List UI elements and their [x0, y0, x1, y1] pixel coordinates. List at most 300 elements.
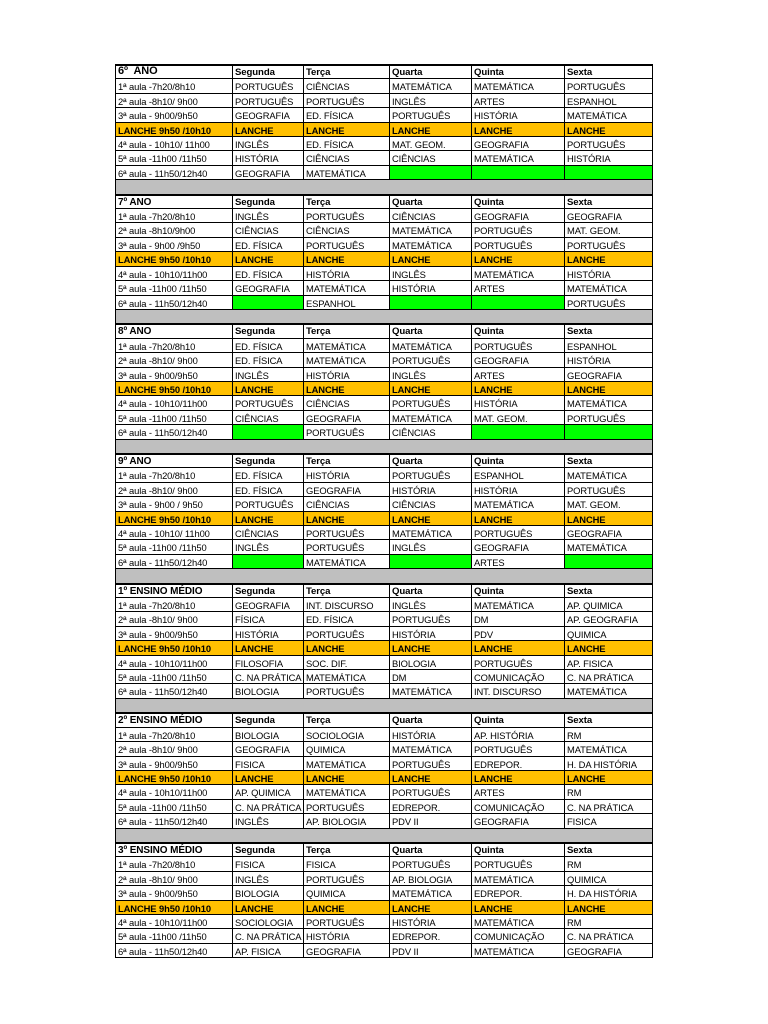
subject-cell: AP. FISICA: [565, 656, 653, 670]
day-header: Segunda: [233, 454, 304, 468]
subject-cell: INGLÊS: [233, 368, 304, 382]
day-header: Quarta: [390, 843, 472, 857]
subject-cell: INGLÊS: [233, 814, 304, 828]
subject-cell: PORTUGUÊS: [390, 757, 472, 771]
period-time-label: 4ª aula - 10h10/ 11h00: [116, 137, 233, 151]
subject-cell: PORTUGUÊS: [390, 396, 472, 410]
period-time-label: 3ª aula - 9h00/9h50: [116, 108, 233, 122]
section-separator: [116, 180, 653, 194]
subject-cell: PORTUGUÊS: [390, 353, 472, 367]
day-header: Terça: [304, 713, 390, 727]
free-period-cell: [472, 425, 565, 439]
period-time-label: 5ª aula -11h00 /11h50: [116, 411, 233, 425]
subject-cell: HISTÓRIA: [565, 267, 653, 281]
lanche-cell: LANCHE: [390, 123, 472, 137]
subject-cell: HISTÓRIA: [472, 483, 565, 497]
subject-cell: HISTÓRIA: [565, 151, 653, 165]
period-time-label: 6ª aula - 11h50/12h40: [116, 166, 233, 180]
subject-cell: HISTÓRIA: [304, 368, 390, 382]
lanche-cell: LANCHE: [233, 252, 304, 266]
subject-cell: PORTUGUÊS: [472, 857, 565, 871]
day-header: Segunda: [233, 195, 304, 209]
subject-cell: PDV: [472, 627, 565, 641]
subject-cell: PORTUGUÊS: [304, 526, 390, 540]
subject-cell: MATEMÁTICA: [304, 166, 390, 180]
day-header: Quinta: [472, 195, 565, 209]
subject-cell: HISTÓRIA: [472, 396, 565, 410]
lanche-cell: LANCHE: [565, 252, 653, 266]
subject-cell: QUIMICA: [565, 872, 653, 886]
subject-cell: HISTÓRIA: [565, 353, 653, 367]
day-header: Quinta: [472, 843, 565, 857]
lanche-cell: LANCHE: [390, 512, 472, 526]
period-time-label: 4ª aula - 10h10/11h00: [116, 396, 233, 410]
day-header: Terça: [304, 843, 390, 857]
free-period-cell: [565, 555, 653, 569]
subject-cell: ED. FÍSICA: [233, 483, 304, 497]
subject-cell: CIÊNCIAS: [390, 497, 472, 511]
subject-cell: PORTUGUÊS: [472, 223, 565, 237]
subject-cell: CIÊNCIAS: [304, 79, 390, 93]
subject-cell: PORTUGUÊS: [233, 497, 304, 511]
section-separator: [116, 440, 653, 454]
section-separator: [116, 699, 653, 713]
subject-cell: CIÊNCIAS: [233, 223, 304, 237]
subject-cell: PORTUGUÊS: [390, 468, 472, 482]
subject-cell: ARTES: [472, 281, 565, 295]
lanche-time-label: LANCHE 9h50 /10h10: [116, 123, 233, 137]
period-time-label: 2ª aula -8h10/ 9h00: [116, 612, 233, 626]
period-time-label: 1ª aula -7h20/8h10: [116, 79, 233, 93]
period-time-label: 6ª aula - 11h50/12h40: [116, 425, 233, 439]
subject-cell: EDREPOR.: [390, 800, 472, 814]
day-header: Terça: [304, 65, 390, 79]
subject-cell: MAT. GEOM.: [472, 411, 565, 425]
subject-cell: MATEMÁTICA: [472, 151, 565, 165]
subject-cell: GEOGRAFIA: [472, 540, 565, 554]
subject-cell: FÍSICA: [233, 612, 304, 626]
day-header: Terça: [304, 324, 390, 338]
lanche-time-label: LANCHE 9h50 /10h10: [116, 901, 233, 915]
day-header: Quarta: [390, 713, 472, 727]
period-time-label: 6ª aula - 11h50/12h40: [116, 296, 233, 310]
subject-cell: MATEMÁTICA: [390, 742, 472, 756]
subject-cell: HISTÓRIA: [390, 728, 472, 742]
free-period-cell: [233, 296, 304, 310]
subject-cell: BIOLOGIA: [233, 684, 304, 698]
period-time-label: 2ª aula -8h10/ 9h00: [116, 742, 233, 756]
subject-cell: GEOGRAFIA: [233, 281, 304, 295]
subject-cell: PORTUGUÊS: [472, 656, 565, 670]
subject-cell: INGLÊS: [390, 598, 472, 612]
subject-cell: INGLÊS: [390, 94, 472, 108]
subject-cell: EDREPOR.: [472, 757, 565, 771]
subject-cell: MATEMÁTICA: [304, 339, 390, 353]
subject-cell: MATEMÁTICA: [304, 555, 390, 569]
subject-cell: FISICA: [565, 814, 653, 828]
subject-cell: GEOGRAFIA: [472, 814, 565, 828]
lanche-time-label: LANCHE 9h50 /10h10: [116, 252, 233, 266]
lanche-cell: LANCHE: [565, 901, 653, 915]
period-time-label: 1ª aula -7h20/8h10: [116, 728, 233, 742]
section-title: 8º ANO: [116, 324, 233, 338]
subject-cell: HISTÓRIA: [233, 627, 304, 641]
lanche-cell: LANCHE: [472, 512, 565, 526]
lanche-cell: LANCHE: [304, 252, 390, 266]
subject-cell: MATEMÁTICA: [390, 79, 472, 93]
subject-cell: MATEMÁTICA: [565, 396, 653, 410]
lanche-cell: LANCHE: [304, 382, 390, 396]
lanche-cell: LANCHE: [565, 123, 653, 137]
subject-cell: PORTUGUÊS: [565, 238, 653, 252]
subject-cell: GEOGRAFIA: [233, 598, 304, 612]
period-time-label: 5ª aula -11h00 /11h50: [116, 670, 233, 684]
section-title: 2º ENSINO MÉDIO: [116, 713, 233, 727]
section-title: 9º ANO: [116, 454, 233, 468]
subject-cell: PDV II: [390, 944, 472, 958]
subject-cell: SOC. DIF.: [304, 656, 390, 670]
subject-cell: INGLÊS: [233, 209, 304, 223]
day-header: Terça: [304, 584, 390, 598]
subject-cell: MATEMÁTICA: [390, 886, 472, 900]
subject-cell: PORTUGUÊS: [565, 137, 653, 151]
subject-cell: MATEMÁTICA: [565, 742, 653, 756]
subject-cell: PORTUGUÊS: [472, 742, 565, 756]
period-time-label: 2ª aula -8h10/ 9h00: [116, 872, 233, 886]
schedule-table: [115, 64, 653, 958]
subject-cell: PORTUGUÊS: [390, 785, 472, 799]
subject-cell: GEOGRAFIA: [304, 411, 390, 425]
subject-cell: MATEMÁTICA: [472, 598, 565, 612]
subject-cell: MATEMÁTICA: [565, 684, 653, 698]
subject-cell: CIÊNCIAS: [390, 209, 472, 223]
section-title: 1º ENSINO MÉDIO: [116, 584, 233, 598]
subject-cell: MATEMÁTICA: [390, 526, 472, 540]
subject-cell: H. DA HISTÓRIA: [565, 757, 653, 771]
day-header: Segunda: [233, 324, 304, 338]
subject-cell: ED. FÍSICA: [233, 339, 304, 353]
lanche-cell: LANCHE: [472, 641, 565, 655]
subject-cell: PORTUGUÊS: [390, 612, 472, 626]
lanche-cell: LANCHE: [472, 123, 565, 137]
period-time-label: 3ª aula - 9h00 / 9h50: [116, 497, 233, 511]
lanche-cell: LANCHE: [233, 771, 304, 785]
free-period-cell: [472, 296, 565, 310]
free-period-cell: [390, 166, 472, 180]
subject-cell: MATEMÁTICA: [472, 944, 565, 958]
lanche-time-label: LANCHE 9h50 /10h10: [116, 771, 233, 785]
lanche-cell: LANCHE: [565, 641, 653, 655]
day-header: Sexta: [565, 584, 653, 598]
period-time-label: 6ª aula - 11h50/12h40: [116, 814, 233, 828]
day-header: Sexta: [565, 324, 653, 338]
subject-cell: COMUNICAÇÃO: [472, 800, 565, 814]
subject-cell: ARTES: [472, 555, 565, 569]
subject-cell: PORTUGUÊS: [304, 684, 390, 698]
period-time-label: 4ª aula - 10h10/11h00: [116, 785, 233, 799]
subject-cell: ARTES: [472, 368, 565, 382]
subject-cell: MATEMÁTICA: [565, 281, 653, 295]
lanche-cell: LANCHE: [233, 382, 304, 396]
subject-cell: DM: [472, 612, 565, 626]
lanche-cell: LANCHE: [390, 252, 472, 266]
subject-cell: INGLÊS: [233, 872, 304, 886]
subject-cell: PORTUGUÊS: [304, 872, 390, 886]
period-time-label: 1ª aula -7h20/8h10: [116, 598, 233, 612]
subject-cell: C. NA PRÁTICA: [565, 800, 653, 814]
subject-cell: AP. FISICA: [233, 944, 304, 958]
subject-cell: CIÊNCIAS: [233, 411, 304, 425]
lanche-time-label: LANCHE 9h50 /10h10: [116, 641, 233, 655]
day-header: Quarta: [390, 454, 472, 468]
free-period-cell: [565, 166, 653, 180]
subject-cell: C. NA PRÁTICA: [565, 929, 653, 943]
subject-cell: AP. HISTÓRIA: [472, 728, 565, 742]
subject-cell: HISTÓRIA: [390, 915, 472, 929]
subject-cell: MATEMÁTICA: [304, 785, 390, 799]
period-time-label: 1ª aula -7h20/8h10: [116, 468, 233, 482]
subject-cell: C. NA PRÁTICA: [565, 670, 653, 684]
subject-cell: PORTUGUÊS: [304, 627, 390, 641]
subject-cell: CIÊNCIAS: [233, 526, 304, 540]
subject-cell: ED. FÍSICA: [233, 238, 304, 252]
subject-cell: PORTUGUÊS: [304, 540, 390, 554]
subject-cell: AP. QUIMICA: [233, 785, 304, 799]
subject-cell: PORTUGUÊS: [233, 396, 304, 410]
day-header: Segunda: [233, 584, 304, 598]
period-time-label: 1ª aula -7h20/8h10: [116, 857, 233, 871]
period-time-label: 6ª aula - 11h50/12h40: [116, 555, 233, 569]
subject-cell: MATEMÁTICA: [565, 540, 653, 554]
subject-cell: PORTUGUÊS: [304, 800, 390, 814]
subject-cell: INGLÊS: [233, 137, 304, 151]
subject-cell: FILOSOFIA: [233, 656, 304, 670]
period-time-label: 1ª aula -7h20/8h10: [116, 339, 233, 353]
day-header: Quinta: [472, 713, 565, 727]
subject-cell: CIÊNCIAS: [390, 151, 472, 165]
period-time-label: 3ª aula - 9h00/9h50: [116, 368, 233, 382]
subject-cell: PORTUGUÊS: [472, 339, 565, 353]
subject-cell: INT. DISCURSO: [472, 684, 565, 698]
section-title: 3º ENSINO MÉDIO: [116, 843, 233, 857]
subject-cell: SOCIOLOGIA: [304, 728, 390, 742]
subject-cell: CIÊNCIAS: [304, 151, 390, 165]
subject-cell: MATEMÁTICA: [565, 468, 653, 482]
period-time-label: 5ª aula -11h00 /11h50: [116, 929, 233, 943]
section-separator: [116, 569, 653, 583]
period-time-label: 4ª aula - 10h10/11h00: [116, 915, 233, 929]
subject-cell: H. DA HISTÓRIA: [565, 886, 653, 900]
subject-cell: PORTUGUÊS: [233, 94, 304, 108]
lanche-cell: LANCHE: [304, 123, 390, 137]
subject-cell: PORTUGUÊS: [565, 483, 653, 497]
lanche-time-label: LANCHE 9h50 /10h10: [116, 382, 233, 396]
lanche-cell: LANCHE: [304, 512, 390, 526]
subject-cell: ARTES: [472, 94, 565, 108]
day-header: Terça: [304, 195, 390, 209]
subject-cell: MATEMÁTICA: [390, 684, 472, 698]
subject-cell: EDREPOR.: [472, 886, 565, 900]
free-period-cell: [390, 296, 472, 310]
subject-cell: DM: [390, 670, 472, 684]
period-time-label: 3ª aula - 9h00/9h50: [116, 886, 233, 900]
subject-cell: RM: [565, 785, 653, 799]
subject-cell: ED. FÍSICA: [304, 137, 390, 151]
day-header: Quinta: [472, 324, 565, 338]
subject-cell: PORTUGUÊS: [304, 209, 390, 223]
period-time-label: 1ª aula -7h20/8h10: [116, 209, 233, 223]
subject-cell: MATEMÁTICA: [472, 872, 565, 886]
lanche-cell: LANCHE: [233, 641, 304, 655]
lanche-cell: LANCHE: [472, 771, 565, 785]
day-header: Quarta: [390, 65, 472, 79]
subject-cell: PORTUGUÊS: [304, 425, 390, 439]
period-time-label: 5ª aula -11h00 /11h50: [116, 800, 233, 814]
subject-cell: PORTUGUÊS: [565, 79, 653, 93]
subject-cell: GEOGRAFIA: [472, 353, 565, 367]
day-header: Quinta: [472, 584, 565, 598]
lanche-cell: LANCHE: [390, 382, 472, 396]
day-header: Quarta: [390, 195, 472, 209]
subject-cell: HISTÓRIA: [304, 267, 390, 281]
day-header: Quinta: [472, 454, 565, 468]
subject-cell: C. NA PRÁTICA: [233, 929, 304, 943]
lanche-cell: LANCHE: [304, 641, 390, 655]
subject-cell: PORTUGUÊS: [472, 238, 565, 252]
subject-cell: MAT. GEOM.: [390, 137, 472, 151]
free-period-cell: [390, 555, 472, 569]
period-time-label: 6ª aula - 11h50/12h40: [116, 684, 233, 698]
subject-cell: GEOGRAFIA: [565, 368, 653, 382]
period-time-label: 4ª aula - 10h10/ 11h00: [116, 526, 233, 540]
subject-cell: INGLÊS: [390, 368, 472, 382]
subject-cell: MATEMÁTICA: [472, 497, 565, 511]
subject-cell: PORTUGUÊS: [390, 108, 472, 122]
subject-cell: MATEMÁTICA: [565, 108, 653, 122]
period-time-label: 4ª aula - 10h10/11h00: [116, 267, 233, 281]
subject-cell: ESPANHOL: [472, 468, 565, 482]
subject-cell: ED. FÍSICA: [304, 108, 390, 122]
subject-cell: SOCIOLOGIA: [233, 915, 304, 929]
subject-cell: COMUNICAÇÃO: [472, 670, 565, 684]
day-header: Quarta: [390, 584, 472, 598]
period-time-label: 5ª aula -11h00 /11h50: [116, 540, 233, 554]
free-period-cell: [565, 425, 653, 439]
subject-cell: BIOLOGIA: [233, 886, 304, 900]
period-time-label: 2ª aula -8h10/9h00: [116, 223, 233, 237]
subject-cell: MATEMÁTICA: [390, 411, 472, 425]
lanche-cell: LANCHE: [472, 252, 565, 266]
subject-cell: MATEMÁTICA: [304, 281, 390, 295]
subject-cell: BIOLOGIA: [390, 656, 472, 670]
subject-cell: MAT. GEOM.: [565, 497, 653, 511]
period-time-label: 4ª aula - 10h10/11h00: [116, 656, 233, 670]
subject-cell: PORTUGUÊS: [565, 296, 653, 310]
subject-cell: MAT. GEOM.: [565, 223, 653, 237]
subject-cell: C. NA PRÁTICA: [233, 800, 304, 814]
subject-cell: CIÊNCIAS: [304, 497, 390, 511]
day-header: Sexta: [565, 713, 653, 727]
subject-cell: AP. BIOLOGIA: [304, 814, 390, 828]
subject-cell: MATEMÁTICA: [304, 670, 390, 684]
subject-cell: CIÊNCIAS: [304, 396, 390, 410]
period-time-label: 3ª aula - 9h00/9h50: [116, 627, 233, 641]
subject-cell: MATEMÁTICA: [472, 915, 565, 929]
subject-cell: ESPANHOL: [565, 94, 653, 108]
day-header: Segunda: [233, 843, 304, 857]
subject-cell: MATEMÁTICA: [390, 223, 472, 237]
subject-cell: GEOGRAFIA: [233, 166, 304, 180]
subject-cell: RM: [565, 728, 653, 742]
day-header: Quinta: [472, 65, 565, 79]
subject-cell: PORTUGUÊS: [304, 238, 390, 252]
subject-cell: PORTUGUÊS: [565, 411, 653, 425]
lanche-cell: LANCHE: [472, 382, 565, 396]
subject-cell: HISTÓRIA: [390, 627, 472, 641]
subject-cell: INT. DISCURSO: [304, 598, 390, 612]
subject-cell: HISTÓRIA: [233, 151, 304, 165]
subject-cell: BIOLOGIA: [233, 728, 304, 742]
subject-cell: AP. QUIMICA: [565, 598, 653, 612]
subject-cell: PORTUGUÊS: [472, 526, 565, 540]
lanche-cell: LANCHE: [565, 771, 653, 785]
lanche-cell: LANCHE: [233, 901, 304, 915]
free-period-cell: [233, 555, 304, 569]
subject-cell: INGLÊS: [390, 267, 472, 281]
lanche-cell: LANCHE: [304, 771, 390, 785]
subject-cell: C. NA PRÁTICA: [233, 670, 304, 684]
day-header: Terça: [304, 454, 390, 468]
day-header: Segunda: [233, 65, 304, 79]
subject-cell: AP. GEOGRAFIA: [565, 612, 653, 626]
subject-cell: QUIMICA: [304, 742, 390, 756]
lanche-cell: LANCHE: [565, 382, 653, 396]
period-time-label: 6ª aula - 11h50/12h40: [116, 944, 233, 958]
subject-cell: INGLÊS: [233, 540, 304, 554]
day-header: Sexta: [565, 843, 653, 857]
subject-cell: ESPANHOL: [565, 339, 653, 353]
subject-cell: HISTÓRIA: [390, 483, 472, 497]
lanche-cell: LANCHE: [390, 901, 472, 915]
lanche-cell: LANCHE: [565, 512, 653, 526]
subject-cell: HISTÓRIA: [304, 468, 390, 482]
lanche-cell: LANCHE: [390, 771, 472, 785]
subject-cell: MATEMÁTICA: [304, 353, 390, 367]
subject-cell: MATEMÁTICA: [304, 757, 390, 771]
subject-cell: GEOGRAFIA: [565, 944, 653, 958]
period-time-label: 2ª aula -8h10/ 9h00: [116, 483, 233, 497]
subject-cell: ARTES: [472, 785, 565, 799]
subject-cell: PORTUGUÊS: [304, 915, 390, 929]
subject-cell: COMUNICAÇÃO: [472, 929, 565, 943]
period-time-label: 5ª aula -11h00 /11h50: [116, 281, 233, 295]
subject-cell: CIÊNCIAS: [390, 425, 472, 439]
subject-cell: RM: [565, 857, 653, 871]
period-time-label: 2ª aula -8h10/ 9h00: [116, 353, 233, 367]
subject-cell: GEOGRAFIA: [233, 742, 304, 756]
subject-cell: GEOGRAFIA: [565, 209, 653, 223]
subject-cell: ESPANHOL: [304, 296, 390, 310]
subject-cell: EDREPOR.: [390, 929, 472, 943]
day-header: Segunda: [233, 713, 304, 727]
day-header: Quarta: [390, 324, 472, 338]
subject-cell: ED. FÍSICA: [233, 353, 304, 367]
subject-cell: PDV II: [390, 814, 472, 828]
subject-cell: HISTÓRIA: [390, 281, 472, 295]
subject-cell: FISICA: [304, 857, 390, 871]
subject-cell: HISTÓRIA: [472, 108, 565, 122]
subject-cell: ED. FÍSICA: [304, 612, 390, 626]
